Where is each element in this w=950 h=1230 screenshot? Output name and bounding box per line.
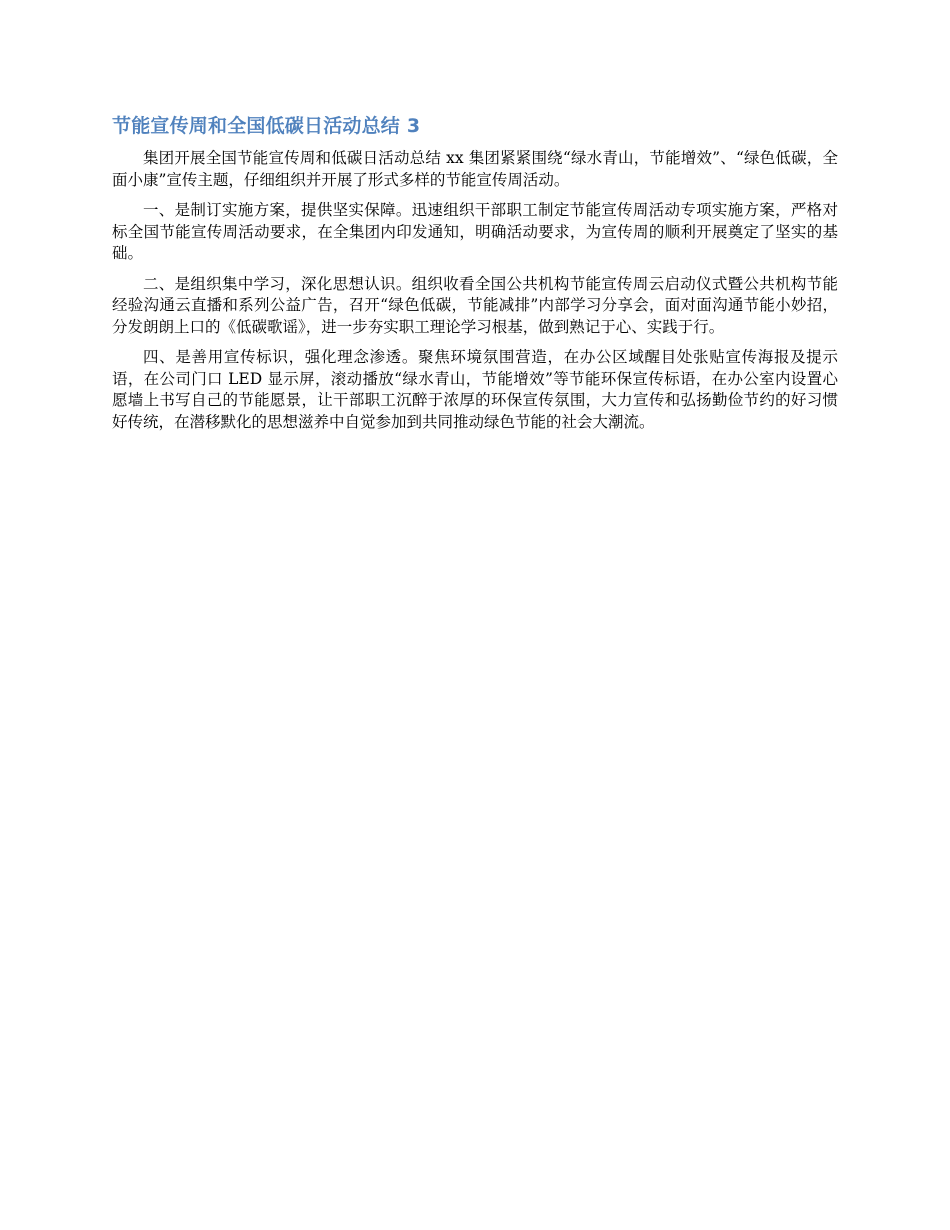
paragraph-signage: 四、是善用宣传标识，强化理念渗透。聚焦环境氛围营造，在办公区域醒目处张贴宣传海报及提示语，在公司门口 LED 显示屏，滚动播放“绿水青山，节能增效”等节能环保宣传标语，在办公室内设置心愿墙上书写自己的节能愿景，让干部职工沉醉于浓厚的环保宣传氛围，大力宣传和弘扬勤俭节约的好习惯好传统，在潜移默化的思想滋养中自觉参加到共同推动绿色节能的社会大潮流。 [112, 348, 838, 431]
paragraph-study: 二、是组织集中学习，深化思想认识。组织收看全国公共机构节能宣传周云启动仪式暨公共机构节能经验沟通云直播和系列公益广告，召开“绿色低碳，节能减排”内部学习分享会，面对面沟通节能小妙招，分发朗朗上口的《低碳歌谣》，进一步夯实职工理论学习根基，做到熟记于心、实践于行。 [112, 274, 838, 336]
paragraph-intro: 集团开展全国节能宣传周和低碳日活动总结 xx 集团紧紧围绕“绿水青山，节能增效”、“绿色低碳，全面小康”宣传主题，仔细组织并开展了形式多样的节能宣传周活动。 [112, 149, 838, 189]
document-page [112, 113, 838, 442]
document-title: 节能宣传周和全国低碳日活动总结 3 [112, 115, 421, 137]
paragraph-plan: 一、是制订实施方案，提供坚实保障。迅速组织干部职工制定节能宣传周活动专项实施方案，严格对标全国节能宣传周活动要求，在全集团内印发通知，明确活动要求，为宣传周的顺利开展奠定了坚实的基础。 [112, 201, 838, 262]
